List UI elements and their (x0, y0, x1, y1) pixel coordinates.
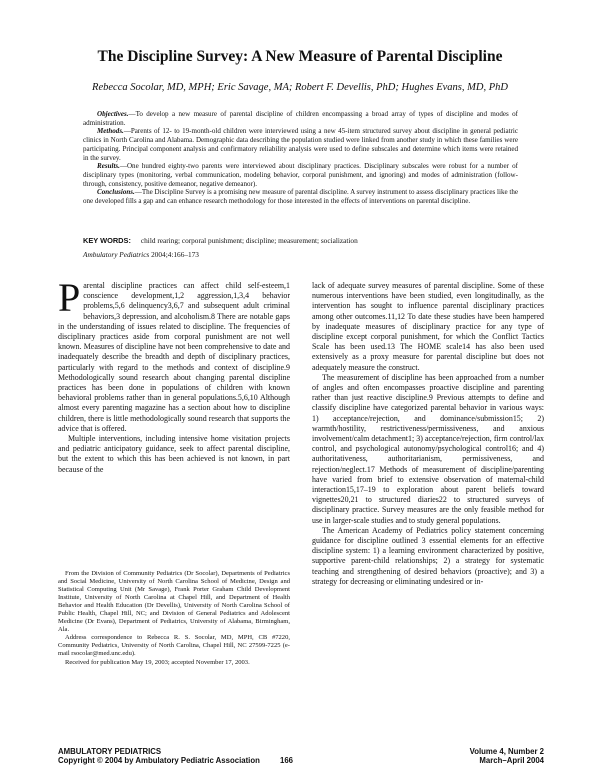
conclusions-text: —The Discipline Survey is a promising new measure of parental discipline. A survey instrument to assess disciplinary practices like the one developed fills a gap and can enhance research methodology for those interested in the effects of interventions on parental discipline. (83, 188, 518, 206)
intro-paragraph-2: Multiple interventions, including intensive home visitation projects and pediatric anticipatory guidance, seek to affect parental discipline, but the extent to which this has been achieved is not known, in part because of the (58, 434, 290, 474)
keywords-label: KEY WORDS: (83, 236, 131, 245)
footer-volume: Volume 4, Number 2 (469, 747, 544, 756)
footnote-affiliations: From the Division of Community Pediatrics (Dr Socolar), Departments of Pediatrics and Social Medicine, University of North Carolina School of Medicine, Design and Statistical Computing Unit (Mr Savage), Frank Porter Graham Child Development Institute, University of North Carolina at Chapel Hill, and Department of Health Behavior and Health Education (Dr Devellis), University of North Carolina School of Public Health, Chapel Hill, NC; and Division of General Pediatrics and Adolescent Medicine (Dr Evans), Department of Pediatrics, University of Alabama, Birmingham, Ala. (58, 570, 290, 634)
results-text: —One hundred eighty-two parents were interviewed about disciplinary practices. Disciplinary subscales were robust for a number of disciplinary types (monitoring, verbal communication, modeling behavior, corporal punishment, and ignoring) and modes of administration (follow-through, consistency, positive demeanor, negative demeanor). (83, 162, 518, 188)
journal-citation (83, 250, 199, 259)
intro-paragraph-1 (58, 275, 290, 434)
affiliation-footnote (58, 570, 290, 667)
results-label: Results. (97, 162, 120, 171)
article-title: The Discipline Survey: A New Measure of Parental Discipline (97, 48, 503, 65)
abstract (83, 110, 518, 206)
right-column (312, 281, 544, 587)
drop-cap: P (58, 275, 81, 320)
methods-label: Methods. (97, 127, 124, 136)
left-column (58, 275, 290, 475)
abstract-objectives (83, 110, 518, 127)
footnote-correspondence: Address correspondence to Rebecca R. S. Socolar, MD, MPH, CB #7220, Community Pediatrics, University of North Carolina, Chapel Hill, NC 27599-7225 (e-mail rsocolar@med.unc.edu). (58, 634, 290, 658)
footnote-received: Received for publication May 19, 2003; accepted November 17, 2003. (65, 658, 250, 666)
page-number: 166 (280, 756, 294, 765)
right-paragraph-2: The measurement of discipline has been approached from a number of angles and often encompasses proactive discipline and parenting rather than just reactive discipline.9 Previous attempts to define and classify discipline have categorized parental behavior in various ways: 1) acceptance/rejection, and dominance/submission15; 2) warmth/hostility, restrictiveness/permissiveness, and anxious involvement/calm detachment1; 3) acceptance/rejection, firm control/lax control, and psychological autonomy/psychological control16; and 4) authoritativeness, authoritarianism, permissiveness, and rejection/neglect.17 Methods of measurement of discipline/parenting have varied from brief to extensive observation of maternal-child interaction15,17–19 to exploration about parent beliefs toward vignettes20,21 to structured diaries22 to structured surveys of disciplinary practice. Survey measures are the only feasible method for use in larger-scale studies and to study general populations. (312, 372, 544, 525)
intro-text-1: arental discipline practices can affect child self-esteem,1 conscience development,1,2 aggression,1,3,4 behavior problems,5,6 delinquency3,6,7 and subsequent adult criminal behaviors,3 depression, and alcoholism.8 There are notable gaps in the understanding of issues related to discipline. The frequencies of disciplinary practices aside from corporal punishment are not well known. Measures of discipline have not been comprehensive to date and inadequately describe the breadth and depth of disciplinary practices, particularly with regard to the methods and context of discipline.9 Methodologically sound research about changing parental discipline practices has been done in populations of children with known behavioral problems rather than in general populations.5,6,10 Although almost every parenting magazine has a section about how to discipline children, there is little methodologically sound research that supports the advice that is offered. (58, 281, 290, 433)
right-paragraph-1: lack of adequate survey measures of parental discipline. Some of these numerous interventions have been studied, even longitudinally, as the intervention has sought to influence parental disciplinary practices among other outcomes.11,12 To date these studies have been hampered by inadequate measures of disciplinary practice for any type of discipline except corporal punishment, for which the Conflict Tactics Scale has been used.13 The HOME scale14 has also been used extensively as a proxy measure for parental discipline but does not adequately measure the construct. (312, 281, 544, 372)
footer-left (58, 747, 260, 765)
keywords (83, 236, 523, 245)
methods-text: —Parents of 12- to 19-month-old children were interviewed using a new 45-item structured survey about discipline in general pediatric clinics in North Carolina and Alabama. Demographic data describing the population studied were linked from another study in which these families were participating. Principal component analysis and confirmatory reliability analysis were used to define subscales and determine which items were retained in the survey. (83, 127, 518, 162)
journal-volume: 2004;4:166–173 (149, 250, 199, 259)
objectives-label: Objectives. (97, 110, 129, 118)
footer-copyright: Copyright © 2004 by Ambulatory Pediatric Association (58, 756, 260, 765)
footer-journal: AMBULATORY PEDIATRICS (58, 747, 162, 756)
abstract-methods (83, 127, 518, 162)
journal-name: Ambulatory Pediatrics (83, 250, 150, 259)
conclusions-label: Conclusions. (97, 188, 135, 197)
keywords-text: child rearing; corporal punishment; discipline; measurement; socialization (140, 236, 358, 245)
footer-right (470, 747, 544, 765)
right-paragraph-3: The American Academy of Pediatrics policy statement concerning guidance for discipline outlined 3 essential elements for an effective discipline system: 1) a learning environment characterized by positive, supportive parent-child relationships; 2) a strategy for systematic teaching and strengthening of desired behaviors (proactive); and 3) a strategy for decreasing or eliminating undesired or in- (312, 525, 544, 586)
abstract-results (83, 162, 518, 188)
objectives-text: —To develop a new measure of parental discipline of children encompassing a broad array of types of discipline and modes of administration. (83, 110, 518, 127)
abstract-conclusions (83, 188, 518, 205)
article-authors: Rebecca Socolar, MD, MPH; Eric Savage, MA; Robert F. Devellis, PhD; Hughes Evans, MD, PhD (92, 82, 508, 93)
footer-date: March–April 2004 (479, 756, 544, 765)
